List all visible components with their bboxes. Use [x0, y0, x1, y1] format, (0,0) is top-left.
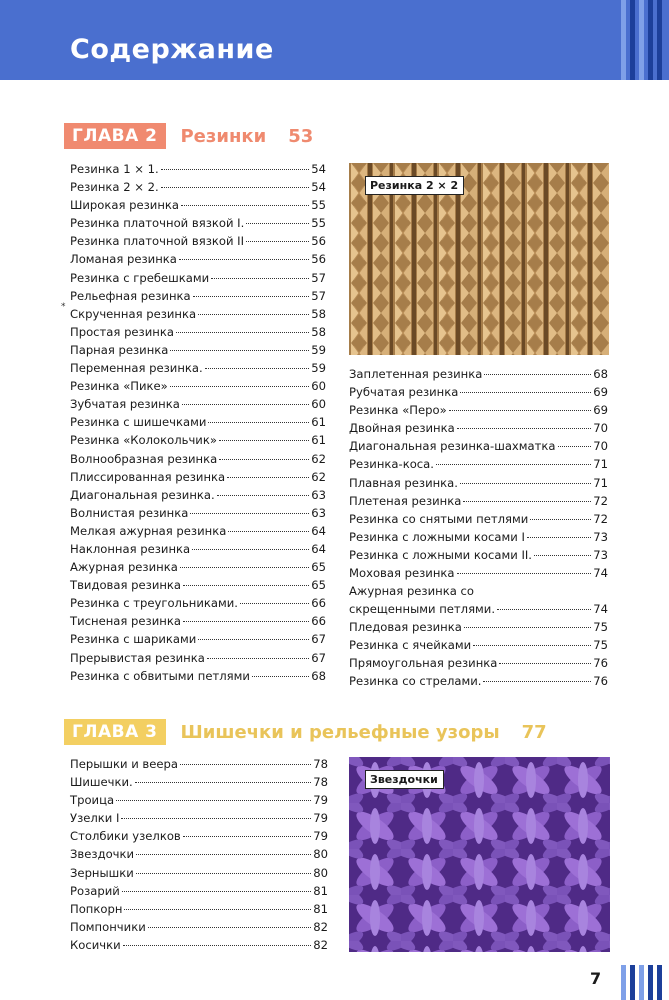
toc-entry — [70, 323, 326, 341]
toc-entry — [70, 594, 326, 612]
toc-entry-title: Резинка со стрелами. — [349, 674, 482, 689]
toc-entry-title: Розарий — [70, 883, 120, 898]
toc-entry-page: 66 — [311, 596, 326, 611]
leader-dots — [460, 392, 591, 393]
toc-entry-page: 72 — [593, 511, 608, 526]
leader-dots — [457, 573, 592, 574]
toc-entry-title: Твидовая резинка — [70, 578, 182, 593]
toc-entry — [70, 558, 326, 576]
toc-entry-page: 60 — [311, 379, 326, 394]
toc-entry-title-line1: Ажурная резинка со — [349, 584, 474, 599]
toc-entry-title: Ломаная резинка — [70, 252, 177, 267]
toc-entry — [349, 492, 608, 510]
leader-dots — [208, 422, 309, 423]
chapter-2-heading — [64, 123, 313, 149]
toc-entry-title: Парная резинка — [70, 342, 169, 357]
toc-entry-page: 59 — [311, 361, 326, 376]
chapter-3-heading — [64, 719, 547, 745]
toc-entry — [70, 667, 326, 685]
toc-entry-title: Зубчатая резинка — [70, 397, 180, 412]
toc-entry — [70, 250, 326, 268]
toc-entry-title: Резинка 2 × 2. — [70, 180, 159, 195]
toc-entry-page: 75 — [593, 620, 608, 635]
leader-dots — [180, 567, 309, 568]
leader-dots — [449, 410, 592, 411]
leader-dots — [181, 205, 309, 206]
toc-entry-page: 69 — [593, 385, 608, 400]
header-stripes — [617, 0, 669, 80]
leader-dots — [460, 483, 591, 484]
leader-dots — [558, 446, 592, 447]
leader-dots — [473, 645, 591, 646]
toc-entry — [349, 510, 608, 528]
toc-entry-title: Столбики узелков — [70, 829, 181, 844]
toc-entry-title: Резинка «Колокольчик» — [70, 433, 217, 448]
toc-entry-page: 68 — [311, 668, 326, 683]
leader-dots — [497, 609, 591, 610]
leader-dots — [136, 873, 311, 874]
leader-dots — [183, 621, 309, 622]
chapter-3-page: 77 — [521, 721, 547, 743]
toc-entry-page: 68 — [593, 367, 608, 381]
toc-entry-title: Резинка с треугольниками. — [70, 596, 238, 611]
toc-entry-title: Рельефная резинка — [70, 288, 191, 303]
toc-entry-title: Резинка 1 × 1. — [70, 162, 159, 176]
toc-entry-title: Резинка с ложными косами I — [349, 529, 525, 544]
toc-entry-page: 75 — [593, 638, 608, 653]
toc-entry — [70, 540, 326, 558]
toc-entry — [349, 582, 608, 618]
leader-dots — [246, 241, 309, 242]
toc-entry-page: 81 — [313, 901, 328, 916]
toc-entry-title: Плавная резинка. — [349, 475, 458, 490]
toc-entry-page: 64 — [311, 523, 326, 538]
toc-entry — [349, 383, 608, 401]
toc-entry-title: Моховая резинка — [349, 566, 455, 581]
toc-entry — [349, 636, 608, 654]
toc-entry — [349, 546, 608, 564]
toc-entry-page: 54 — [311, 180, 326, 195]
photo-caption-stars: Звездочки — [365, 770, 444, 789]
toc-entry — [349, 455, 608, 473]
toc-entry — [70, 630, 326, 648]
toc-entry — [349, 564, 608, 582]
toc-entry — [70, 214, 326, 232]
toc-entry-title: Диагональная резинка. — [70, 487, 215, 502]
toc-entry-title: Диагональная резинка-шахматка — [349, 439, 556, 454]
toc-entry — [70, 827, 328, 845]
toc-entry-title: Резинка с ячейками — [349, 638, 472, 653]
toc-entry-title: Резинка с шариками — [70, 632, 197, 647]
toc-entry-page: 79 — [313, 811, 328, 826]
toc-entry-page: 79 — [313, 793, 328, 808]
toc-entry-page: 69 — [593, 403, 608, 418]
toc-entry-page: 65 — [311, 578, 326, 593]
leader-dots — [534, 555, 591, 556]
leader-dots — [148, 927, 312, 928]
page-title: Содержание — [70, 34, 274, 65]
toc-entry — [70, 232, 326, 250]
toc-entry-title: Прямоугольная резинка — [349, 656, 498, 671]
toc-entry-title: Ажурная резинка — [70, 560, 178, 575]
toc-entry-title: Резинка с обвитыми петлями — [70, 668, 250, 683]
toc-entry-title: Резинка-коса. — [349, 457, 434, 472]
toc-entry — [70, 809, 328, 827]
toc-entry — [70, 882, 328, 900]
toc-entry-title: Рубчатая резинка — [349, 385, 459, 400]
toc-entry — [70, 178, 326, 196]
leader-dots — [227, 477, 309, 478]
toc-entry-page: 62 — [311, 451, 326, 466]
chapter-3-title: Шишечки и рельефные узоры — [180, 721, 500, 743]
page-header — [0, 0, 669, 80]
toc-entry-title: Перышки и веера — [70, 757, 178, 771]
toc-entry — [70, 522, 326, 540]
toc-entry — [70, 791, 328, 809]
photo-rib-2x2 — [349, 163, 609, 355]
toc-entry-title: Попкорн — [70, 901, 123, 916]
leader-dots — [527, 537, 591, 538]
toc-entry-title: Звездочки — [70, 847, 135, 862]
leader-dots — [135, 782, 311, 783]
toc-entry-page: 61 — [311, 433, 326, 448]
leader-dots — [170, 386, 309, 387]
toc-entry-page: 59 — [311, 342, 326, 357]
chapter-2-toc-right — [349, 365, 608, 691]
toc-entry — [70, 936, 328, 954]
leader-dots — [228, 531, 309, 532]
toc-entry-page: 70 — [593, 421, 608, 436]
toc-entry-page: 73 — [593, 529, 608, 544]
toc-entry — [70, 450, 326, 468]
toc-entry — [70, 305, 326, 323]
leader-dots — [217, 495, 310, 496]
toc-entry-title: Троица — [70, 793, 115, 808]
toc-entry-page: 70 — [593, 439, 608, 454]
leader-dots — [183, 585, 309, 586]
toc-entry — [349, 672, 608, 690]
asterisk-mark: * — [61, 302, 66, 312]
toc-entry — [70, 413, 326, 431]
toc-entry-title: Широкая резинка — [70, 198, 180, 213]
chapter-3-toc — [70, 755, 328, 954]
leader-dots — [176, 332, 309, 333]
leader-dots — [205, 368, 310, 369]
toc-entry-title: Резинка со снятыми петлями — [349, 511, 529, 526]
leader-dots — [180, 764, 311, 765]
toc-entry — [70, 196, 326, 214]
toc-entry — [70, 845, 328, 863]
toc-entry-title: Волнообразная резинка — [70, 451, 218, 466]
toc-entry — [349, 474, 608, 492]
leader-dots — [192, 549, 309, 550]
toc-entry — [70, 377, 326, 395]
toc-entry-title: Резинка «Пике» — [70, 379, 168, 394]
leader-dots — [183, 836, 311, 837]
toc-entry — [349, 528, 608, 546]
leader-dots — [211, 278, 309, 279]
leader-dots — [483, 681, 591, 682]
leader-dots — [463, 501, 591, 502]
toc-entry-page: 71 — [593, 457, 608, 472]
leader-dots — [207, 658, 309, 659]
toc-entry-page: 81 — [313, 883, 328, 898]
toc-entry-page: 57 — [311, 270, 326, 285]
toc-entry — [349, 365, 608, 383]
leader-dots — [182, 404, 309, 405]
toc-entry-title-line2: скрещенными петлями. — [349, 602, 496, 617]
toc-entry-page: 66 — [311, 614, 326, 629]
toc-entry-page: 71 — [593, 475, 608, 490]
leader-dots — [179, 259, 309, 260]
toc-entry-page: 74 — [593, 602, 608, 617]
leader-dots — [161, 187, 310, 188]
chapter-2-page: 53 — [288, 125, 314, 147]
toc-entry — [70, 160, 326, 178]
toc-entry-title: Косички — [70, 937, 121, 952]
toc-entry-page: 78 — [313, 775, 328, 790]
leader-dots — [161, 169, 310, 170]
leader-dots — [457, 428, 591, 429]
toc-entry-page: 63 — [311, 505, 326, 520]
leader-dots — [499, 663, 591, 664]
leader-dots — [124, 909, 311, 910]
toc-entry-page: 76 — [593, 674, 608, 689]
toc-entry-title: Резинка «Перо» — [349, 403, 447, 418]
toc-entry-title: Резинка платочной вязкой II — [70, 234, 245, 249]
toc-entry-page: 72 — [593, 493, 608, 508]
leader-dots — [136, 854, 311, 855]
toc-entry-page: 58 — [311, 324, 326, 339]
chapter-2-badge: ГЛАВА 2 — [64, 123, 166, 149]
leader-dots — [219, 440, 309, 441]
leader-dots — [464, 627, 591, 628]
leader-dots — [198, 314, 309, 315]
toc-entry-page: 67 — [311, 650, 326, 665]
toc-entry-page: 65 — [311, 560, 326, 575]
toc-entry-title: Двойная резинка — [349, 421, 455, 436]
toc-entry-page: 82 — [313, 937, 328, 952]
toc-entry-page: 58 — [311, 306, 326, 321]
toc-entry-page: 62 — [311, 469, 326, 484]
toc-entry-page: 73 — [593, 547, 608, 562]
toc-entry-title: Мелкая ажурная резинка — [70, 523, 227, 538]
chapter-2-title: Резинки — [180, 125, 267, 147]
chapter-2-toc-left — [70, 160, 326, 685]
toc-entry-page: 63 — [311, 487, 326, 502]
toc-entry-title: Наклонная резинка — [70, 541, 191, 556]
toc-entry-page: 80 — [313, 847, 328, 862]
toc-entry-title: Переменная резинка. — [70, 361, 203, 376]
toc-entry — [70, 341, 326, 359]
photo-stars — [349, 757, 610, 952]
toc-entry-title: Резинка с шишечками — [70, 415, 207, 430]
toc-entry-title: Плетеная резинка — [349, 493, 462, 508]
chapter-3-badge: ГЛАВА 3 — [64, 719, 166, 745]
toc-entry — [70, 431, 326, 449]
toc-entry — [349, 401, 608, 419]
toc-entry — [70, 864, 328, 882]
toc-entry-page: 55 — [311, 198, 326, 213]
toc-entry-page: 57 — [311, 288, 326, 303]
leader-dots — [240, 603, 309, 604]
toc-entry-page: 64 — [311, 541, 326, 556]
toc-entry-title: Пледовая резинка — [349, 620, 462, 635]
toc-entry — [70, 269, 326, 287]
page-number: 7 — [590, 969, 602, 988]
toc-entry-title: Резинка с гребешками — [70, 270, 210, 285]
toc-entry — [70, 359, 326, 377]
photo-caption-rib: Резинка 2 × 2 — [365, 176, 464, 195]
toc-entry — [70, 755, 328, 773]
leader-dots — [198, 639, 309, 640]
footer-stripes — [617, 965, 669, 1000]
toc-entry-page: 60 — [311, 397, 326, 412]
toc-entry-title: Волнистая резинка — [70, 505, 189, 520]
toc-entry-page: 74 — [593, 566, 608, 581]
toc-entry-title: Плиссированная резинка — [70, 469, 226, 484]
leader-dots — [122, 891, 311, 892]
toc-entry-title: Прерывистая резинка — [70, 650, 205, 665]
toc-entry-title: Помпончики — [70, 919, 146, 934]
leader-dots — [484, 374, 591, 375]
toc-entry-page: 67 — [311, 632, 326, 647]
toc-entry-page: 80 — [313, 865, 328, 880]
toc-entry — [349, 437, 608, 455]
toc-entry — [70, 504, 326, 522]
toc-entry — [70, 486, 326, 504]
toc-entry — [349, 618, 608, 636]
toc-entry-title: Шишечки. — [70, 775, 133, 790]
toc-entry-page: 54 — [311, 162, 326, 176]
leader-dots — [252, 676, 309, 677]
toc-entry-page: 78 — [313, 757, 328, 771]
toc-entry-title: Зернышки — [70, 865, 134, 880]
leader-dots — [436, 464, 591, 465]
toc-entry-title: Заплетенная резинка — [349, 367, 483, 381]
leader-dots — [121, 818, 311, 819]
toc-entry — [70, 395, 326, 413]
toc-entry-title: Простая резинка — [70, 324, 174, 339]
toc-entry — [349, 419, 608, 437]
toc-entry-page: 79 — [313, 829, 328, 844]
toc-entry — [70, 918, 328, 936]
toc-entry-page: 56 — [311, 234, 326, 249]
toc-entry — [349, 654, 608, 672]
leader-dots — [193, 296, 310, 297]
leader-dots — [170, 350, 309, 351]
toc-entry — [70, 900, 328, 918]
toc-entry — [70, 468, 326, 486]
toc-entry-page: 61 — [311, 415, 326, 430]
toc-entry-page: 56 — [311, 252, 326, 267]
toc-entry — [70, 576, 326, 594]
leader-dots — [246, 223, 309, 224]
toc-entry-title: Резинка с ложными косами II. — [349, 547, 532, 562]
toc-entry-page: 76 — [593, 656, 608, 671]
leader-dots — [190, 513, 309, 514]
leader-dots — [116, 800, 311, 801]
leader-dots — [219, 459, 309, 460]
toc-entry-title: Тисненая резинка — [70, 614, 181, 629]
toc-entry — [70, 287, 326, 305]
toc-entry — [70, 773, 328, 791]
toc-entry — [70, 612, 326, 630]
toc-entry-page: 82 — [313, 919, 328, 934]
leader-dots — [530, 519, 591, 520]
toc-entry-page: 55 — [311, 216, 326, 231]
toc-entry-title: Резинка платочной вязкой I. — [70, 216, 245, 231]
leader-dots — [123, 945, 312, 946]
toc-entry-title: Узелки I — [70, 811, 120, 826]
toc-entry — [70, 649, 326, 667]
toc-entry-title: Скрученная резинка — [70, 306, 197, 321]
